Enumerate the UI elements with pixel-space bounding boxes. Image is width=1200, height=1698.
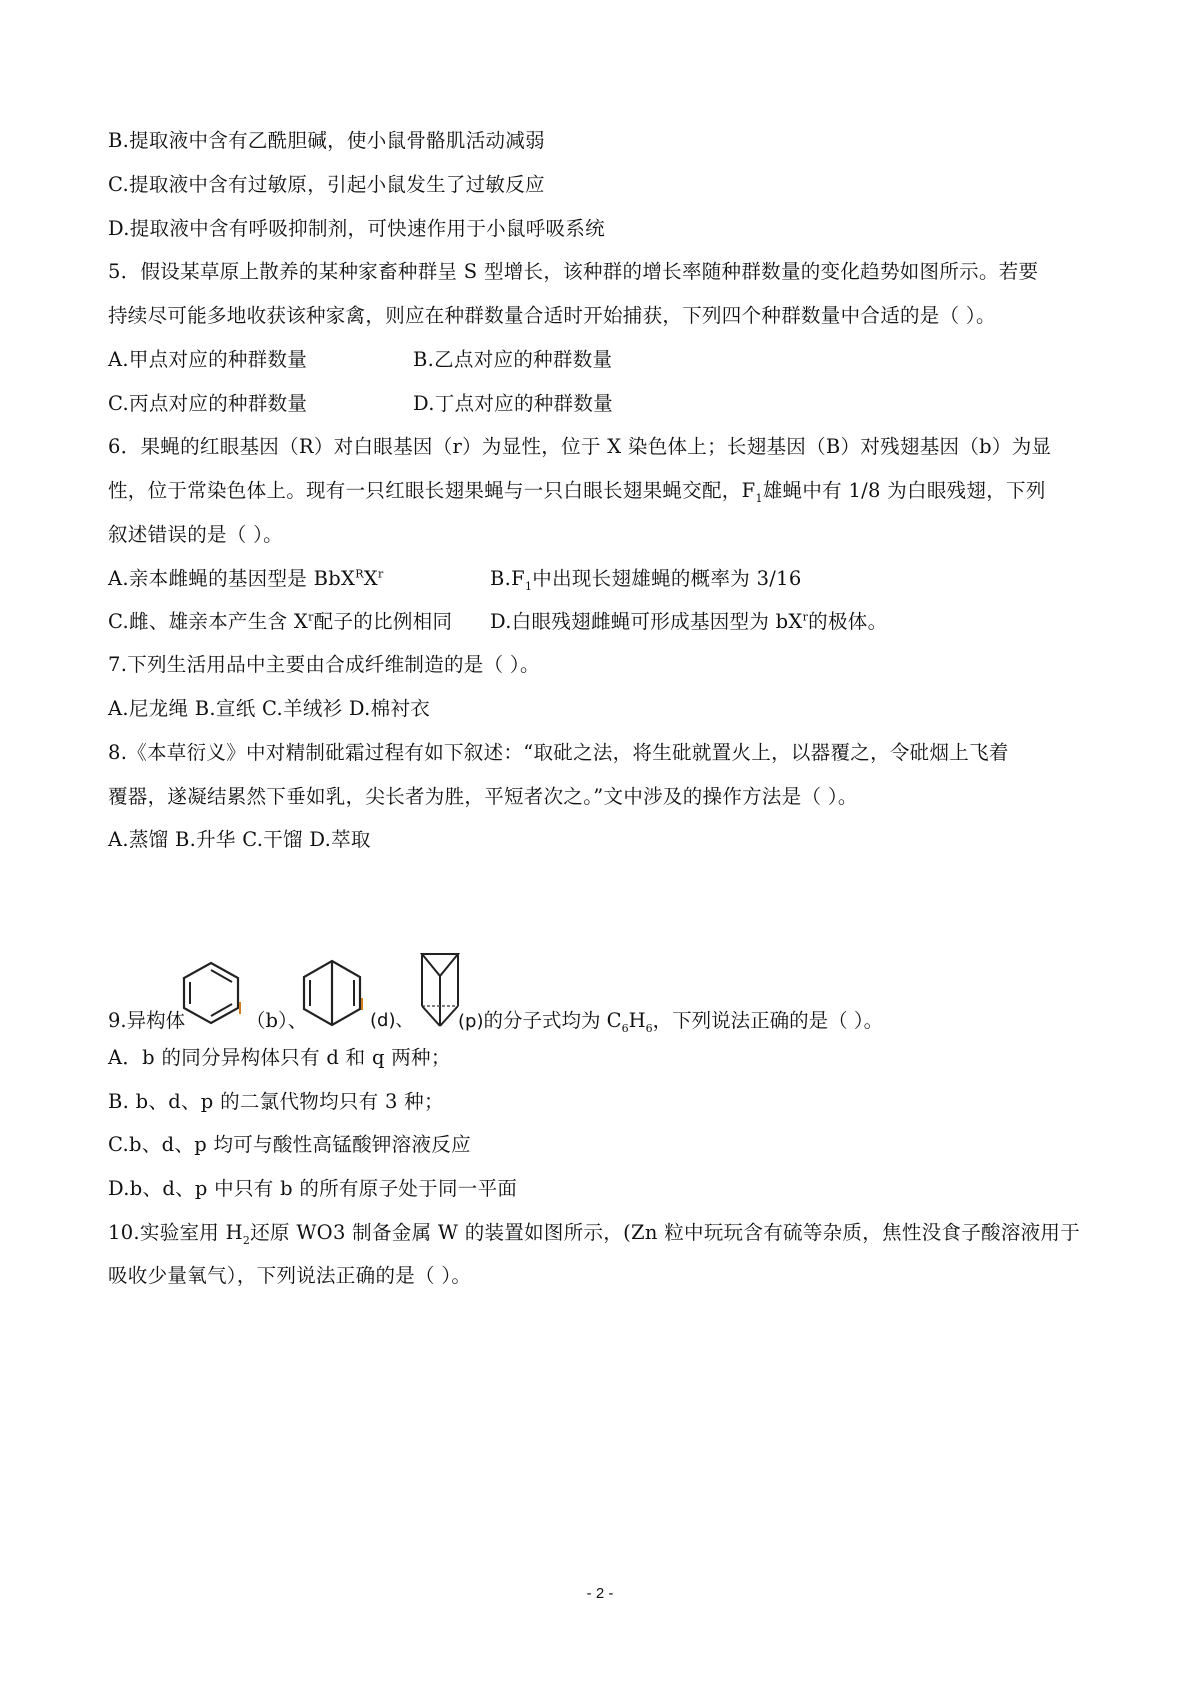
q9-b-label: （b）、	[246, 1009, 308, 1032]
q9-tail: (p)的分子式均为 $C_6H_6$，下列说法正确的是（ ）。	[458, 1009, 884, 1035]
q9-option-d: D.b、d、p 中只有 b 的所有原子处于同一平面	[108, 1177, 518, 1200]
q4-option-d: D.提取液中含有呼吸抑制剂，可快速作用于小鼠呼吸系统	[108, 217, 605, 240]
q6-options-row1	[108, 566, 802, 593]
q6-stem-line2: 性，位于常染色体上。现有一只红眼长翅果蝇与一只白眼长翅果蝇交配，$F_1$雄蝇中有 1/8 为白眼残翅，下列	[108, 479, 1046, 505]
q5-option-b: B.乙点对应的种群数量	[413, 348, 613, 371]
q5-stem-line2: 持续尽可能多地收获该种家禽，则应在种群数量合适时开始捕获，下列四个种群数量中合适的是（ ）。	[108, 304, 996, 327]
q9-option-c: C.b、d、p 均可与酸性高锰酸钾溶液反应	[108, 1133, 471, 1156]
q5-options-row2	[108, 391, 613, 417]
q6-option-b: $B.F_1$中出现长翅雄蝇的概率为 3/16	[490, 567, 802, 593]
q6-options-row2	[108, 609, 888, 635]
benzene-structure-icon	[180, 960, 242, 1026]
q9-stem	[108, 948, 1108, 1048]
q4-option-b: B.提取液中含有乙酰胆碱，使小鼠骨骼肌活动减弱	[108, 129, 545, 152]
q8-stem-line2: 覆器，遂凝结累然下垂如乳，尖长者为胜，平短者次之。”文中涉及的操作方法是（ ）。	[108, 785, 858, 808]
q5-option-c: C.丙点对应的种群数量	[108, 392, 308, 415]
q9-option-b: B. b、d、p 的二氯代物均只有 3 种；	[108, 1090, 444, 1113]
q9-option-a: A．b 的同分异构体只有 d 和 q 两种；	[108, 1046, 451, 1069]
q7-stem: 7.下列生活用品中主要由合成纤维制造的是（ ）。	[108, 653, 540, 676]
q5-options-row1	[108, 347, 613, 373]
q6-option-a: A.亲本雌蝇的基因型是 $BbX^RX^r$	[108, 567, 384, 590]
q6-stem-line3: 叙述错误的是（ ）。	[108, 523, 283, 546]
q6-option-c: C.雌、雄亲本产生含 $X^r$配子的比例相同	[108, 610, 453, 633]
q9-d-label: (d)、	[370, 1010, 414, 1031]
q10-stem-line2: 吸收少量氧气），下列说法正确的是（ ）。	[108, 1264, 472, 1287]
q9-label: 9.异构体	[108, 1009, 186, 1032]
q5-option-d: D.丁点对应的种群数量	[413, 392, 613, 415]
q8-stem-line1: 8.《本草衍义》中对精制砒霜过程有如下叙述：“取砒之法，将生砒就置火上，以器覆之，令砒烟上飞着	[108, 741, 1009, 764]
q6-stem-line1: 6．果蝇的红眼基因（R）对白眼基因（r）为显性，位于 X 染色体上；长翅基因（B）对残翅基因（b）为显	[108, 435, 1052, 458]
q6-option-d: D.白眼残翅雌蝇可形成基因型为 $bX^r$的极体。	[490, 610, 888, 633]
q5-option-a: A.甲点对应的种群数量	[108, 348, 308, 371]
q10-stem-line1: 10.实验室用 $H_2$还原 WO3 制备金属 W 的装置如图所示，(Zn 粒中玩玩含有硫等杂质，焦性没食子酸溶液用于	[108, 1221, 1081, 1247]
q5-stem-line1: 5．假设某草原上散养的某种家畜种群呈 S 型增长，该种群的增长率随种群数量的变化趋势如图所示。若要	[108, 260, 1039, 283]
dewar-benzene-structure-icon	[300, 958, 364, 1028]
prismane-structure-icon	[418, 948, 462, 1032]
q8-options: A.蒸馏 B.升华 C.干馏 D.萃取	[108, 828, 371, 851]
q4-option-c: C.提取液中含有过敏原，引起小鼠发生了过敏反应	[108, 173, 545, 196]
page-number: - 2 -	[586, 1585, 614, 1602]
q7-options: A.尼龙绳 B.宣纸 C.羊绒衫 D.棉衬衣	[108, 697, 431, 720]
